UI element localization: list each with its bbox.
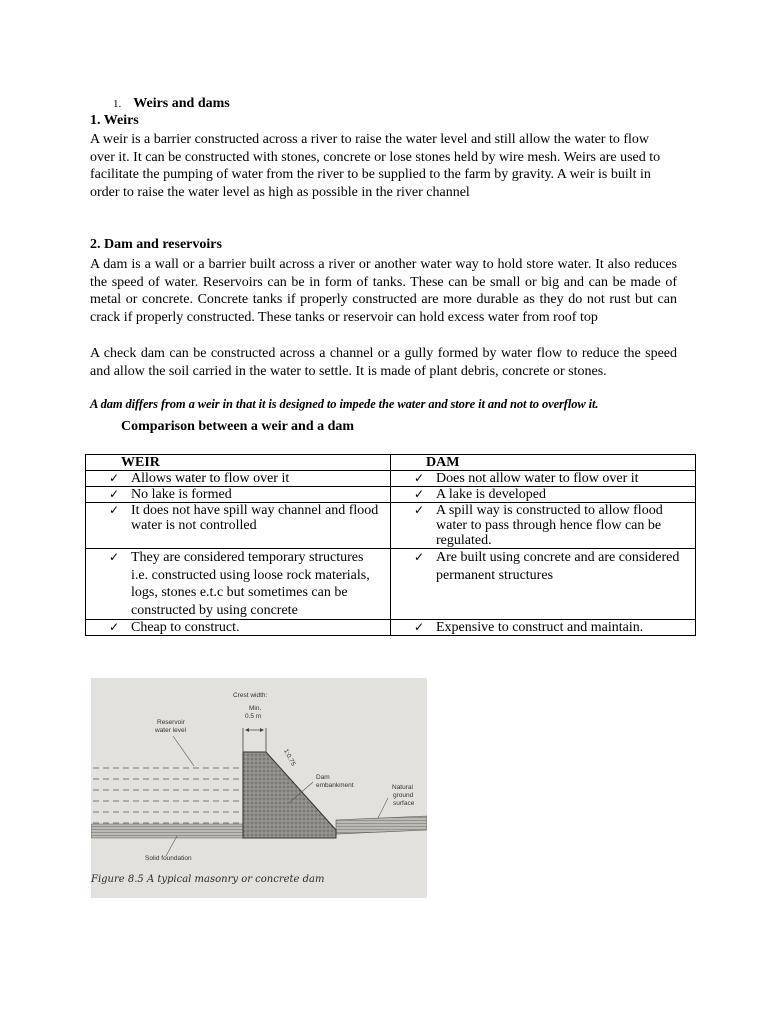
- natural-label-line1: Natural: [392, 784, 413, 791]
- weir-cell: ✓ It does not have spill way channel and flood water is not controlled: [86, 503, 391, 549]
- section-heading: [113, 96, 230, 112]
- table-row: [86, 503, 696, 549]
- table-row: [86, 471, 696, 487]
- dam-cell: ✓ A lake is developed: [391, 487, 696, 503]
- section-number: 1.: [113, 98, 122, 110]
- weirs-heading: 1. Weirs: [90, 113, 139, 128]
- checkmark-icon: ✓: [109, 503, 120, 517]
- checkmark-icon: ✓: [414, 550, 425, 564]
- dam-column-header: DAM: [391, 455, 696, 471]
- crest-min-label: Min.: [249, 705, 262, 712]
- table-row: [86, 549, 696, 620]
- dam-cell: ✓ Are built using concrete and are considered permanent structures: [391, 549, 696, 620]
- weir-column-header: WEIR: [86, 455, 391, 471]
- reservoir-label-line2: water level: [155, 727, 187, 734]
- dam-cross-section-figure: [91, 678, 427, 898]
- dams-heading: 2. Dam and reservoirs: [90, 237, 222, 252]
- section-title: Weirs and dams: [133, 96, 230, 111]
- dam-cell: ✓ Does not allow water to flow over it: [391, 471, 696, 487]
- dam-weir-difference-note: A dam differs from a weir in that it is designed to impede the water and store it and not to overflow it.: [90, 397, 599, 411]
- dam-label-line2: embankment: [316, 782, 354, 789]
- dam-label-line1: Dam: [316, 774, 330, 781]
- table-row: [86, 487, 696, 503]
- table-row: [86, 620, 696, 636]
- dams-paragraph-2: A check dam can be constructed across a channel or a gully formed by water flow to reduce the speed and allow the soil carried in the water to settle. It is made of plant debris, concrete or stones.: [90, 346, 677, 379]
- checkmark-icon: ✓: [414, 620, 425, 634]
- crest-width-label: Crest width:: [233, 692, 268, 699]
- checkmark-icon: ✓: [109, 620, 120, 634]
- dam-cell: ✓ A spill way is constructed to allow flood water to pass through hence flow can be regulated.: [391, 503, 696, 549]
- checkmark-icon: ✓: [109, 550, 120, 564]
- checkmark-icon: ✓: [414, 487, 425, 501]
- comparison-table: [85, 454, 696, 636]
- slope-ratio-label: 1:0.75: [281, 748, 297, 768]
- foundation-band: [91, 824, 246, 838]
- comparison-title: Comparison between a weir and a dam: [121, 419, 355, 434]
- weir-cell: ✓ Cheap to construct.: [86, 620, 391, 636]
- weir-cell: ✓ Allows water to flow over it: [86, 471, 391, 487]
- natural-label-line2: ground: [393, 792, 414, 799]
- weir-cell: ✓ They are considered temporary structures i.e. constructed using loose rock materials, logs, stones e.t.c but sometimes can be constructed by using concrete: [86, 549, 391, 620]
- checkmark-icon: ✓: [109, 471, 120, 485]
- dams-paragraph-1: A dam is a wall or a barrier built across a river or another water way to hold store water. It also reduces the speed of water. Reservoirs can be in form of tanks. These can be small or big and can be made of metal or concrete. Concrete tanks if properly constructed are more durable as they do not rust but can crack if properly constructed. These tanks or reservoir can hold excess water from roof top: [90, 257, 677, 325]
- natural-label-line3: surface: [393, 800, 415, 807]
- table-header-row: [86, 455, 696, 471]
- checkmark-icon: ✓: [414, 471, 425, 485]
- reservoir-water-lines: [93, 768, 243, 823]
- crest-width-value: 0.5 m: [245, 713, 262, 720]
- weirs-paragraph: A weir is a barrier constructed across a river to raise the water level and still allow the water to flow over it. It can be constructed with stones, concrete or lose stones held by wire mesh. Weirs are used to facilitate the pumping of water from the river to be supplied to the farm by gravity. A weir is built in order to raise the water level as high as possible in the river channel: [90, 132, 661, 200]
- checkmark-icon: ✓: [109, 487, 120, 501]
- dam-cell: ✓ Expensive to construct and maintain.: [391, 620, 696, 636]
- checkmark-icon: ✓: [414, 503, 425, 517]
- natural-ground-band: [336, 816, 427, 834]
- foundation-label: Solid foundation: [145, 855, 192, 862]
- reservoir-label-line1: Reservoir: [157, 719, 185, 726]
- figure-caption: Figure 8.5 A typical masonry or concrete dam: [91, 874, 325, 885]
- weir-cell: ✓ No lake is formed: [86, 487, 391, 503]
